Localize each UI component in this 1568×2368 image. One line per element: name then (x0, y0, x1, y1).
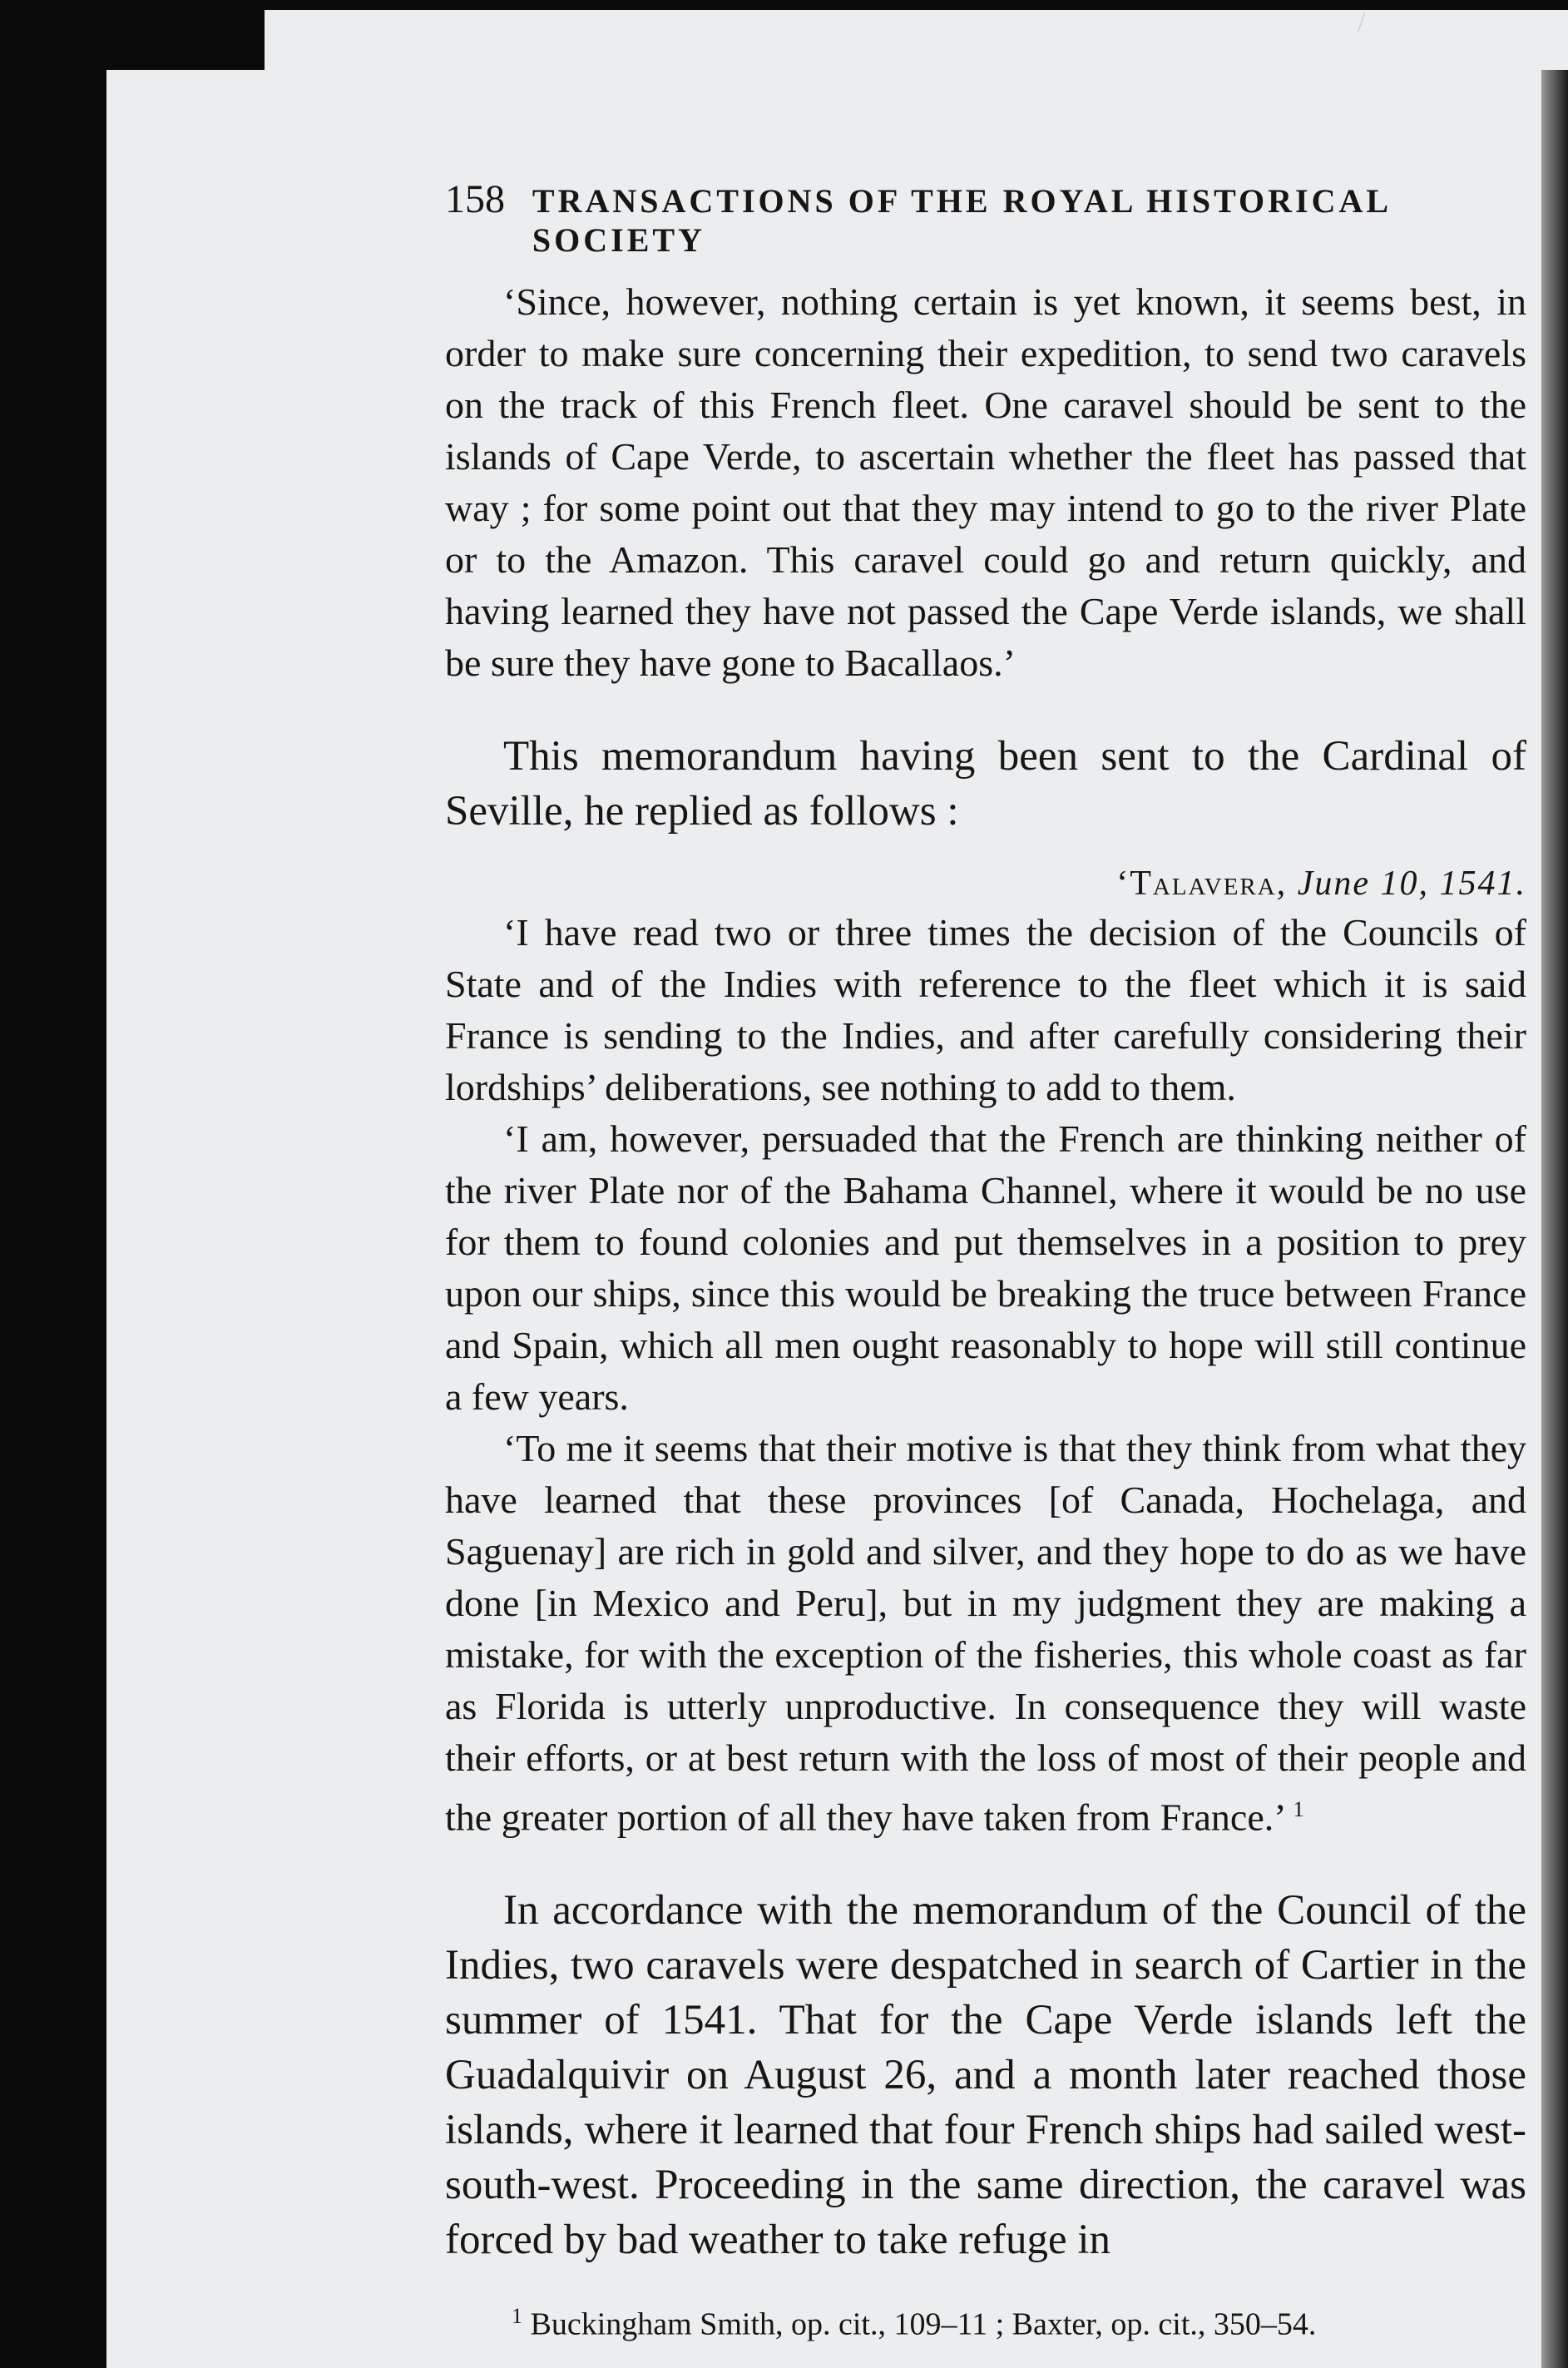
body-paragraph-2 (445, 1883, 1526, 2267)
memorandum-quote (445, 276, 1526, 689)
page-header (445, 176, 1526, 260)
running-head: TRANSACTIONS OF THE ROYAL HISTORICAL SOCIETY (532, 182, 1390, 259)
letter-paragraph-1: ‘I have read two or three times the decision of the Councils of State and of the Indies with reference to the fleet which it is said France is sending to the Indies, and after carefully considering their lordships’ deliberations, see nothing to add to them. (445, 911, 1526, 1108)
page-number: 158 (445, 177, 505, 221)
letter-paragraph-3 (445, 1423, 1526, 1843)
page-text (445, 176, 1526, 2346)
body-paragraph-1 (445, 729, 1526, 839)
footnote (445, 2296, 1526, 2346)
cardinal-letter (445, 907, 1526, 1843)
dateline-place: ‘Talavera, (1116, 864, 1288, 903)
page-right-shadow (1541, 70, 1568, 2368)
footnote-reference: 1 (1293, 1797, 1304, 1821)
letter-paragraph-3-text: ‘To me it seems that their motive is that they think from what they have learned that these provinces [of Canada, Hochelaga, and Saguenay] are rich in gold and silver, and they hope to do as we have done [in Mexico and Peru], but in my judgment they are making a mistake, for with the exception of the fisheries, this whole coast as far as Florida is utterly unproductive. In consequence they will waste their efforts, or at best return with the loss of most of their people and the greater portion of all they have taken from France.’ (445, 1427, 1526, 1839)
quote-paragraph: ‘Since, however, nothing certain is yet known, it seems best, in order to make sure concerning their expedition, to send two caravels on the track of this French fleet. One caravel should be sent to the islands of Cape Verde, to ascertain whether the fleet has passed that way ; for some point out that they may intend to go to the river Plate or to the Amazon. This caravel could go and return quickly, and having learned they have not passed the Cape Verde islands, we shall be sure they have gone to Bacallaos.’ (445, 280, 1526, 684)
paragraph-text: In accordance with the memorandum of the Council of the Indies, two caravels were despatched in search of Cartier in the summer of 1541. That for the Cape Verde islands left the Guadalquivir on August 26, and a month later reached those islands, where it learned that four French ships had sailed west-south-west. Proceeding in the same direction, the caravel was forced by bad weather to take refuge in (445, 1887, 1526, 2264)
letter-paragraph-2: ‘I am, however, persuaded that the French are thinking neither of the river Plate nor of the Bahama Channel, where it would be no use for them to found colonies and put themselves in a position to prey upon our ships, since this would be breaking the truce between France and Spain, which all men ought reasonably to hope will still continue a few years. (445, 1117, 1526, 1418)
dateline-date: June 10, 1541. (1297, 864, 1526, 903)
paragraph-text: This memorandum having been sent to the Cardinal of Seville, he replied as follows : (445, 733, 1526, 835)
edge-mark: / (1358, 7, 1366, 37)
footnote-mark: 1 (512, 2304, 522, 2329)
letter-dateline (445, 860, 1526, 907)
footnote-text: Buckingham Smith, op. cit., 109–11 ; Baxter, op. cit., 350–54. (530, 2306, 1317, 2342)
